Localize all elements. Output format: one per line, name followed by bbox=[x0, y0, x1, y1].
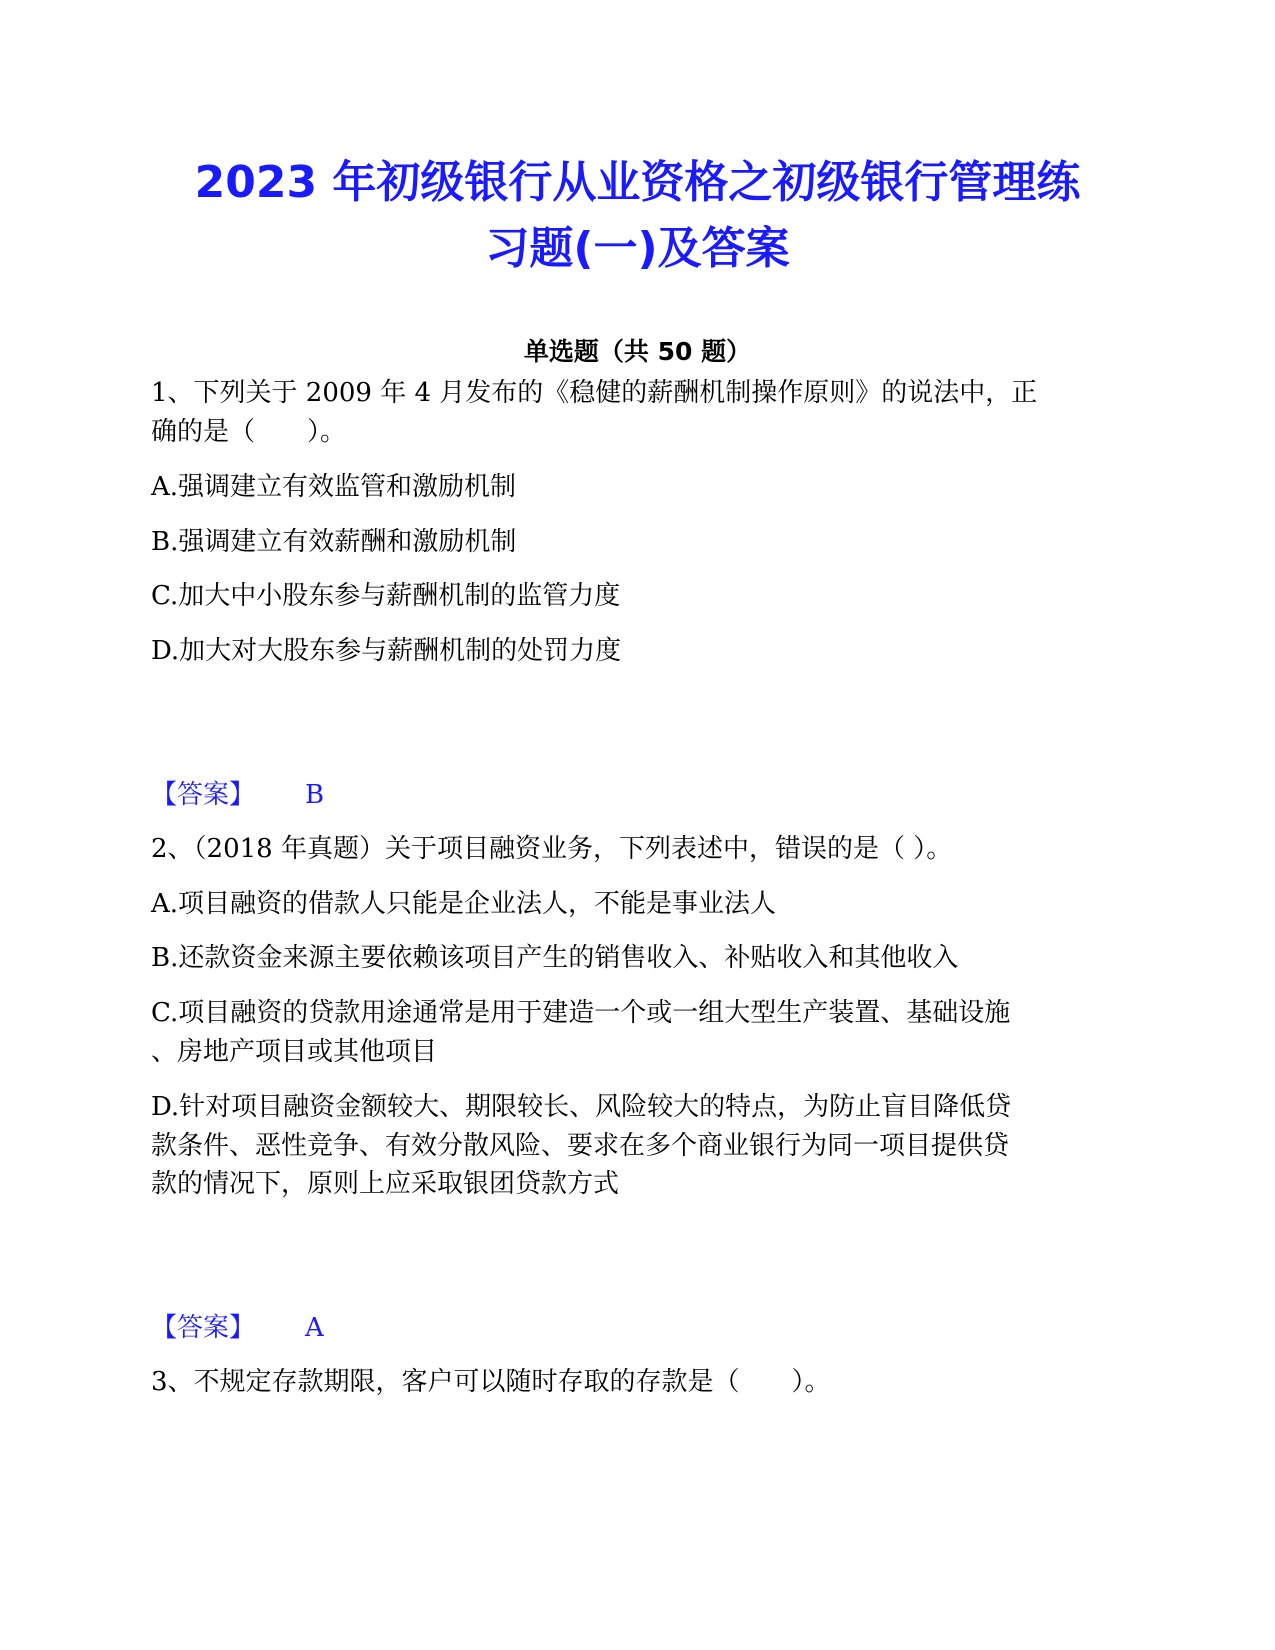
question-2-option-c-line-1: C.项目融资的贷款用途通常是用于建造一个或一组大型生产装置、基础设施 bbox=[151, 998, 1011, 1028]
question-2-option-d-line-1: D.针对项目融资金额较大、期限较长、风险较大的特点，为防止盲目降低贷 bbox=[151, 1092, 1012, 1122]
question-1-option-a: A.强调建立有效监管和激励机制 bbox=[151, 472, 517, 502]
page-title-line-2: 习题(一)及答案 bbox=[485, 223, 790, 274]
section-heading: 单选题（共 50 题） bbox=[523, 337, 752, 366]
page-title bbox=[120, 150, 1155, 282]
question-2-option-d-line-2: 款条件、恶性竞争、有效分散风险、要求在多个商业银行为同一项目提供贷 bbox=[151, 1131, 1010, 1161]
question-1-answer bbox=[151, 775, 324, 815]
answer-value: B bbox=[305, 780, 325, 810]
question-1-stem-line-2: 确的是（ ）。 bbox=[151, 417, 347, 447]
question-2-option-c-line-2: 、房地产项目或其他项目 bbox=[151, 1037, 438, 1067]
question-2-option-d-line-3: 款的情况下，原则上应采取银团贷款方式 bbox=[151, 1169, 620, 1199]
question-2-option-a: A.项目融资的借款人只能是企业法人，不能是事业法人 bbox=[151, 889, 777, 919]
question-2-answer bbox=[151, 1308, 324, 1348]
answer-value: A bbox=[305, 1313, 324, 1343]
question-1-stem-line-1: 1、下列关于 2009 年 4 月发布的《稳健的薪酬机制操作原则》的说法中，正 bbox=[151, 378, 1038, 408]
answer-label: 【答案】 bbox=[151, 780, 256, 810]
question-3-stem-line-1: 3、不规定存款期限，客户可以随时存取的存款是（ ）。 bbox=[151, 1367, 831, 1397]
question-1-option-d: D.加大对大股东参与薪酬机制的处罚力度 bbox=[151, 636, 622, 666]
question-1-option-c: C.加大中小股东参与薪酬机制的监管力度 bbox=[151, 581, 621, 611]
question-2-option-b: B.还款资金来源主要依赖该项目产生的销售收入、补贴收入和其他收入 bbox=[151, 943, 959, 973]
question-2-stem-line-1: 2、（2018 年真题）关于项目融资业务，下列表述中，错误的是（ ）。 bbox=[151, 834, 953, 864]
page-title-line-1: 2023 年初级银行从业资格之初级银行管理练 bbox=[194, 157, 1081, 208]
answer-label: 【答案】 bbox=[151, 1313, 256, 1343]
question-1-option-b: B.强调建立有效薪酬和激励机制 bbox=[151, 527, 517, 557]
